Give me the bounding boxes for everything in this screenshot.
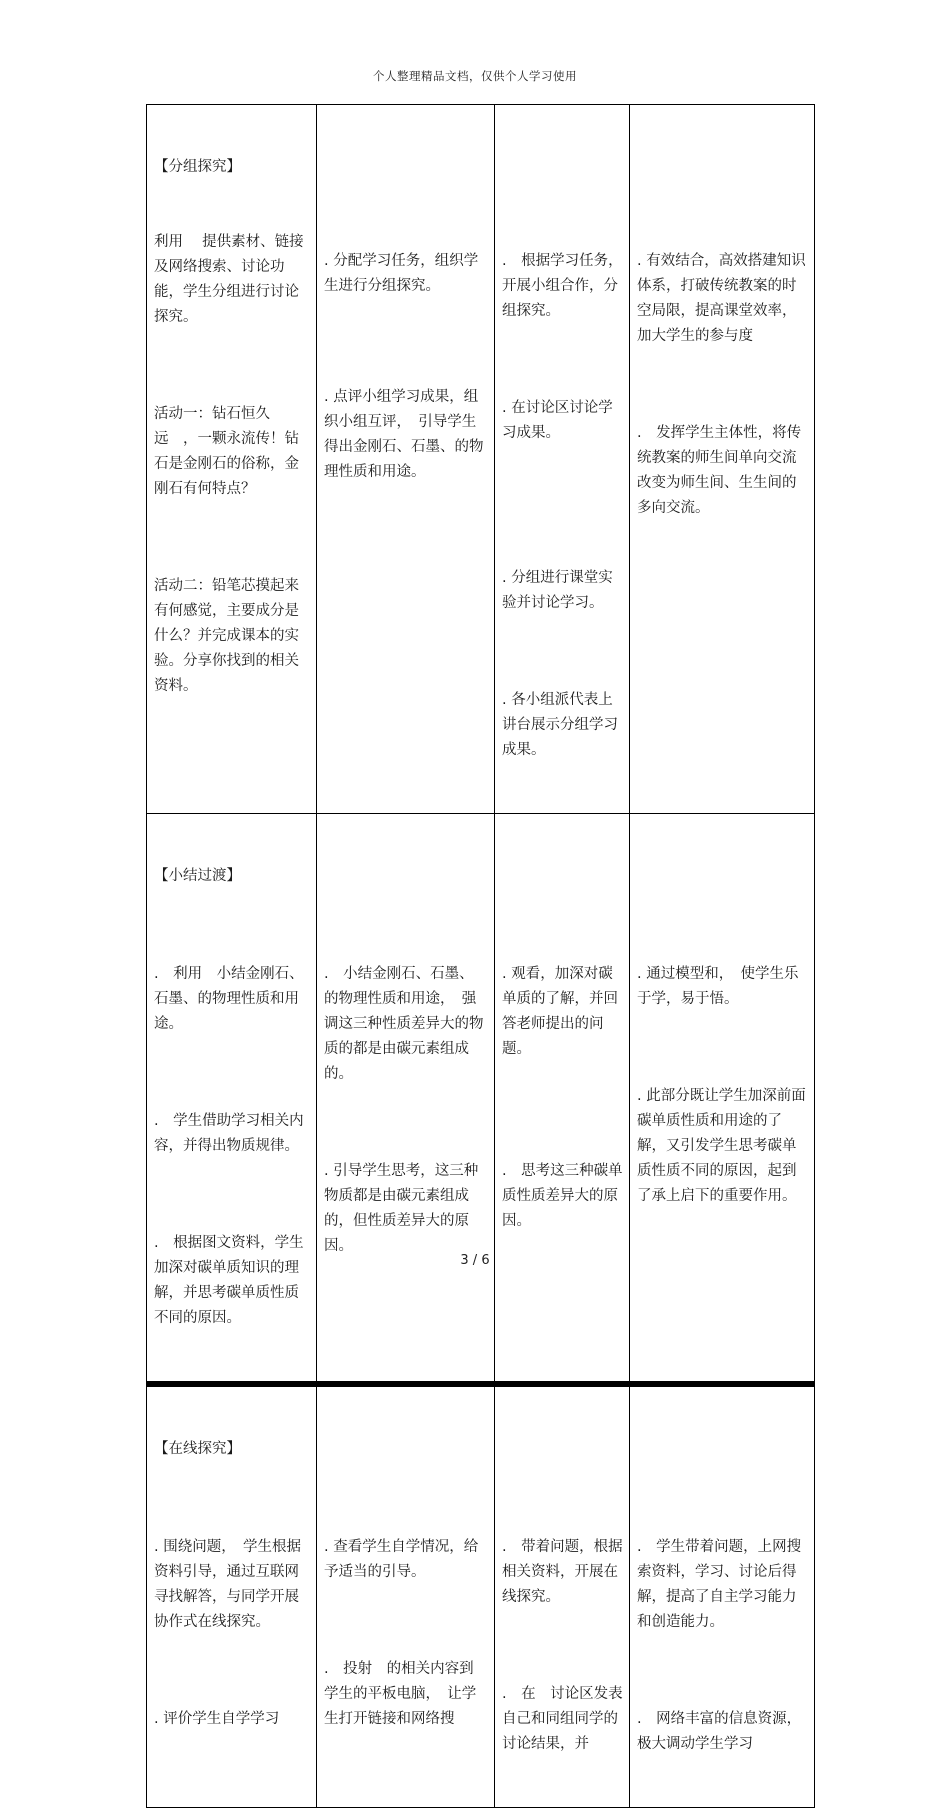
table-row-group-inquiry <box>147 105 815 814</box>
cell-online-design-intent <box>630 1384 815 1808</box>
cell-summary-student <box>495 814 630 1385</box>
cell-paragraph: . 投射 的相关内容到学生的平板电脑， 让学生打开链接和网络搜 <box>324 1661 477 1727</box>
cell-paragraph: . 引导学生思考，这三种物质都是由碳元素组成的，但性质差异大的原因。 <box>324 1163 479 1254</box>
cell-paragraph: . 有效结合，高效搭建知识体系，打破传统教案的时空局限，提高课堂效率，加大学生的参与度 <box>637 253 806 344</box>
cell-group-inquiry-student <box>495 105 630 814</box>
cell-group-inquiry-design-intent <box>630 105 815 814</box>
cell-group-inquiry-activity <box>147 105 317 814</box>
cell-paragraph: . 评价学生自学学习 <box>154 1711 280 1727</box>
section-title: 【在线探究】 <box>154 1441 241 1457</box>
cell-paragraph: . 分组进行课堂实验并讨论学习。 <box>502 570 613 611</box>
cell-paragraph: . 网络丰富的信息资源，极大调动学生学习 <box>637 1711 802 1752</box>
cell-paragraph: . 在讨论区讨论学习成果。 <box>502 400 613 441</box>
cell-paragraph: . 此部分既让学生加深前面碳单质性质和用途的了解，又引发学生思考碳单质性质不同的原因，起到了承上启下的重要作用。 <box>637 1088 806 1204</box>
page-number: 3 / 6 <box>460 1253 490 1268</box>
cell-paragraph: . 分配学习任务，组织学生进行分组探究。 <box>324 253 479 294</box>
cell-paragraph: . 观看，加深对碳单质的了解，并回答老师提出的问题。 <box>502 966 618 1057</box>
cell-paragraph: . 带着问题，根据相关资料，开展在线探究。 <box>502 1539 623 1605</box>
cell-paragraph: . 查看学生自学情况，给予适当的引导。 <box>324 1539 479 1580</box>
cell-summary-design-intent <box>630 814 815 1385</box>
cell-paragraph: . 通过模型和， 使学生乐于学，易于悟。 <box>637 966 799 1007</box>
cell-summary-activity <box>147 814 317 1385</box>
cell-paragraph: . 学生借助学习相关内容，并得出物质规律。 <box>154 1113 304 1154</box>
cell-paragraph: 活动二：铅笔芯摸起来有何感觉，主要成分是什么？并完成课本的实验。分享你找到的相关资料。 <box>154 578 299 694</box>
cell-paragraph: . 学生带着问题，上网搜索资料，学习、讨论后得解，提高了自主学习能力和创造能力。 <box>637 1539 802 1630</box>
cell-paragraph: . 围绕问题， 学生根据资料引导，通过互联网寻找解答，与同学开展协作式在线探究。 <box>154 1539 301 1630</box>
lesson-plan-table <box>146 104 815 1808</box>
cell-group-inquiry-teacher <box>317 105 495 814</box>
cell-paragraph: 利用 提供素材、链接及网络搜索、讨论功能，学生分组进行讨论探究。 <box>154 234 304 325</box>
cell-paragraph: . 根据图文资料，学生加深对碳单质知识的理解，并思考碳单质性质不同的原因。 <box>154 1235 304 1326</box>
cell-paragraph: 活动一：钻石恒久远 ，一颗永流传！钻石是金刚石的俗称，金刚石有何特点？ <box>154 406 299 497</box>
section-title: 【分组探究】 <box>154 159 241 175</box>
cell-paragraph: . 思考这三种碳单质性质差异大的原因。 <box>502 1163 623 1229</box>
section-title: 【小结过渡】 <box>154 868 241 884</box>
table-row-summary-transition <box>147 814 815 1385</box>
cell-paragraph: . 利用 小结金刚石、石墨、的物理性质和用途。 <box>154 966 304 1032</box>
cell-paragraph: . 根据学习任务，开展小组合作，分组探究。 <box>502 253 623 319</box>
cell-paragraph: . 发挥学生主体性，将传统教案的师生间单向交流改变为师生间、生生间的多向交流。 <box>637 425 802 516</box>
cell-online-activity <box>147 1384 317 1808</box>
cell-paragraph: . 各小组派代表上讲台展示分组学习成果。 <box>502 692 618 758</box>
cell-paragraph: . 点评小组学习成果，组织小组互评， 引导学生得出金刚石、石墨、的物理性质和用途。 <box>324 389 484 480</box>
cell-paragraph: . 小结金刚石、石墨、的物理性质和用途， 强调这三种性质差异大的物质的都是由碳元素组成的。 <box>324 966 484 1082</box>
cell-online-teacher <box>317 1384 495 1808</box>
page-header-note: 个人整理精品文档，仅供个人学习使用 <box>373 69 577 83</box>
table-row-online-inquiry <box>147 1384 815 1808</box>
cell-summary-teacher <box>317 814 495 1385</box>
cell-paragraph: . 在 讨论区发表自己和同组同学的讨论结果，并 <box>502 1686 623 1752</box>
cell-online-student <box>495 1384 630 1808</box>
